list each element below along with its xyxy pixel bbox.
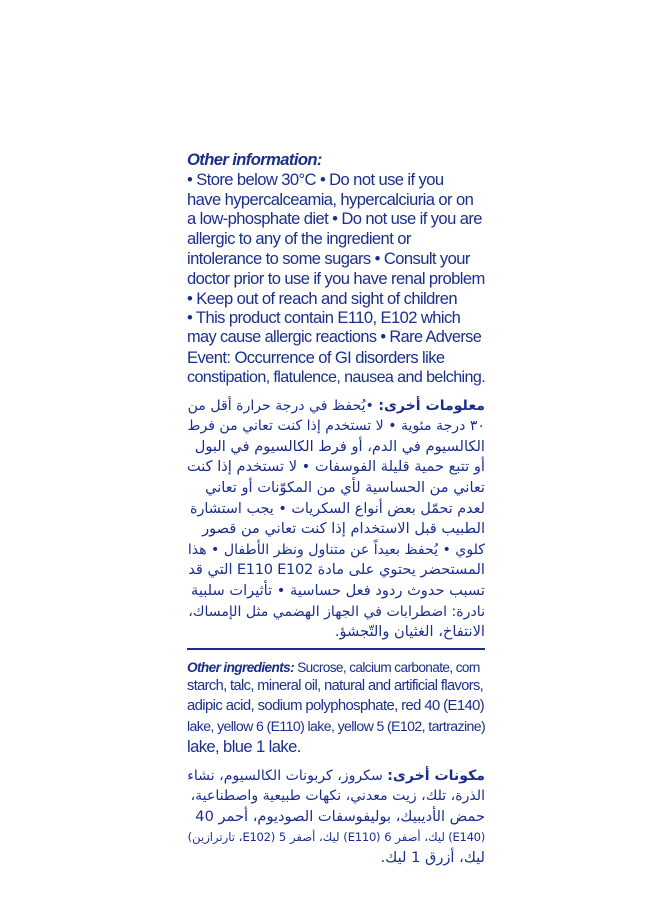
other-information-line: Event: Occurrence of GI disorders like	[187, 347, 445, 367]
other-information-arabic-line: تسبب حدوث ردود فعل حساسية • تأثيرات سلبية	[191, 581, 485, 599]
other-information-arabic-line: لعدم تحمّل بعض أنواع السكريات • يجب استشارة	[189, 500, 485, 517]
other-information-arabic-first-line-text: •يُحفظ في درجة حرارة أقل من	[187, 397, 379, 414]
other-ingredients-arabic-line: حمض الأديبيك، بوليفوسفات الصوديوم، أحمر 40	[195, 807, 485, 825]
other-information-line: allergic to any of the ingredient or	[187, 229, 411, 249]
other-information-arabic-line: تعاني من الحساسية لأي من المكوّنات أو تعاني	[205, 478, 485, 496]
other-information-line: constipation, flatulence, nausea and belching.	[187, 367, 486, 386]
other-ingredients-arabic-heading: مكونات أخرى:	[387, 767, 485, 784]
section-divider	[187, 648, 485, 650]
other-information-line: • This product contain E110, E102 which	[187, 308, 461, 328]
other-information-line: intolerance to some sugars • Consult your	[187, 248, 470, 268]
other-information-arabic-line: الكالسيوم في الدم، أو فرط الكالسيوم في البول	[194, 437, 485, 455]
other-information-line: a low-phosphate diet • Do not use if you are	[187, 209, 482, 229]
other-information-arabic-line: الانتفاخ، الغثيان والتّجشؤ.	[334, 623, 485, 641]
other-information-arabic-line: ٣٠ درجة مئوية • لا تستخدم إذا كنت تعاني من فرط	[187, 418, 485, 435]
other-information-arabic-line: أو تتبع حمية قليلة الفوسفات • لا تستخدم إذا كنت	[186, 458, 485, 476]
other-information-line: doctor prior to use if you have renal problem	[187, 268, 485, 288]
other-ingredients-line: starch, talc, mineral oil, natural and artificial flavors,	[187, 678, 484, 695]
other-information-arabic-line: المستحضر يحتوي على مادة E110 E102 التي قد	[188, 561, 485, 579]
product-label-text	[187, 150, 485, 869]
other-information-line: • Store below 30°C • Do not use if you	[187, 169, 444, 189]
other-information-arabic-line: نادرة: اضطرابات في الجهاز الهضمي مثل الإمساك،	[188, 603, 485, 620]
other-information-section	[187, 150, 485, 388]
other-information-arabic-line: كلوي • يُحفظ بعيداً عن متناول ونظر الأطفال • هذا	[187, 541, 485, 558]
other-ingredients-first-line-text: Sucrose, calcium carbonate, corn	[294, 659, 480, 675]
other-ingredients-line: lake, blue 1 lake.	[187, 736, 301, 756]
other-information-line: have hypercalceamia, hypercalciuria or on	[187, 189, 474, 209]
other-ingredients-line: lake, yellow 6 (E110) lake, yellow 5 (E102, tartrazine)	[187, 718, 486, 735]
other-ingredients-arabic-first-line	[187, 766, 485, 787]
other-information-line: • Keep out of reach and sight of children	[187, 288, 457, 308]
other-information-arabic-heading: معلومات أخرى:	[378, 397, 485, 414]
other-ingredients-arabic-first-line-text: سكروز، كربونات الكالسيوم، نشاء	[187, 767, 388, 784]
other-information-arabic-section	[187, 396, 485, 643]
other-ingredients-first-line	[187, 658, 485, 678]
other-ingredients-heading: Other ingredients:	[187, 659, 295, 675]
other-information-line: may cause allergic reactions • Rare Adverse	[187, 328, 482, 347]
other-ingredients-arabic-line: (E140) ليك، أصفر 6 (E110) ليك، أصفر 5 (E102، تارترازين)	[187, 830, 485, 845]
other-information-arabic-line: الطبيب قبل الاستخدام إذا كنت تعاني من قصور	[202, 520, 485, 538]
other-ingredients-arabic-line: ليك، أزرق 1 ليك.	[380, 849, 485, 867]
other-information-arabic-first-line	[187, 396, 485, 417]
other-ingredients-section	[187, 658, 485, 757]
other-information-heading: Other information:	[187, 150, 322, 169]
other-ingredients-arabic-line: الذرة، تلك، زيت معدني، نكهات طبيعية واصطناعية،	[190, 788, 485, 805]
other-ingredients-arabic-section	[187, 766, 485, 869]
other-ingredients-line: adipic acid, sodium polyphosphate, red 40 (E140)	[187, 698, 485, 715]
